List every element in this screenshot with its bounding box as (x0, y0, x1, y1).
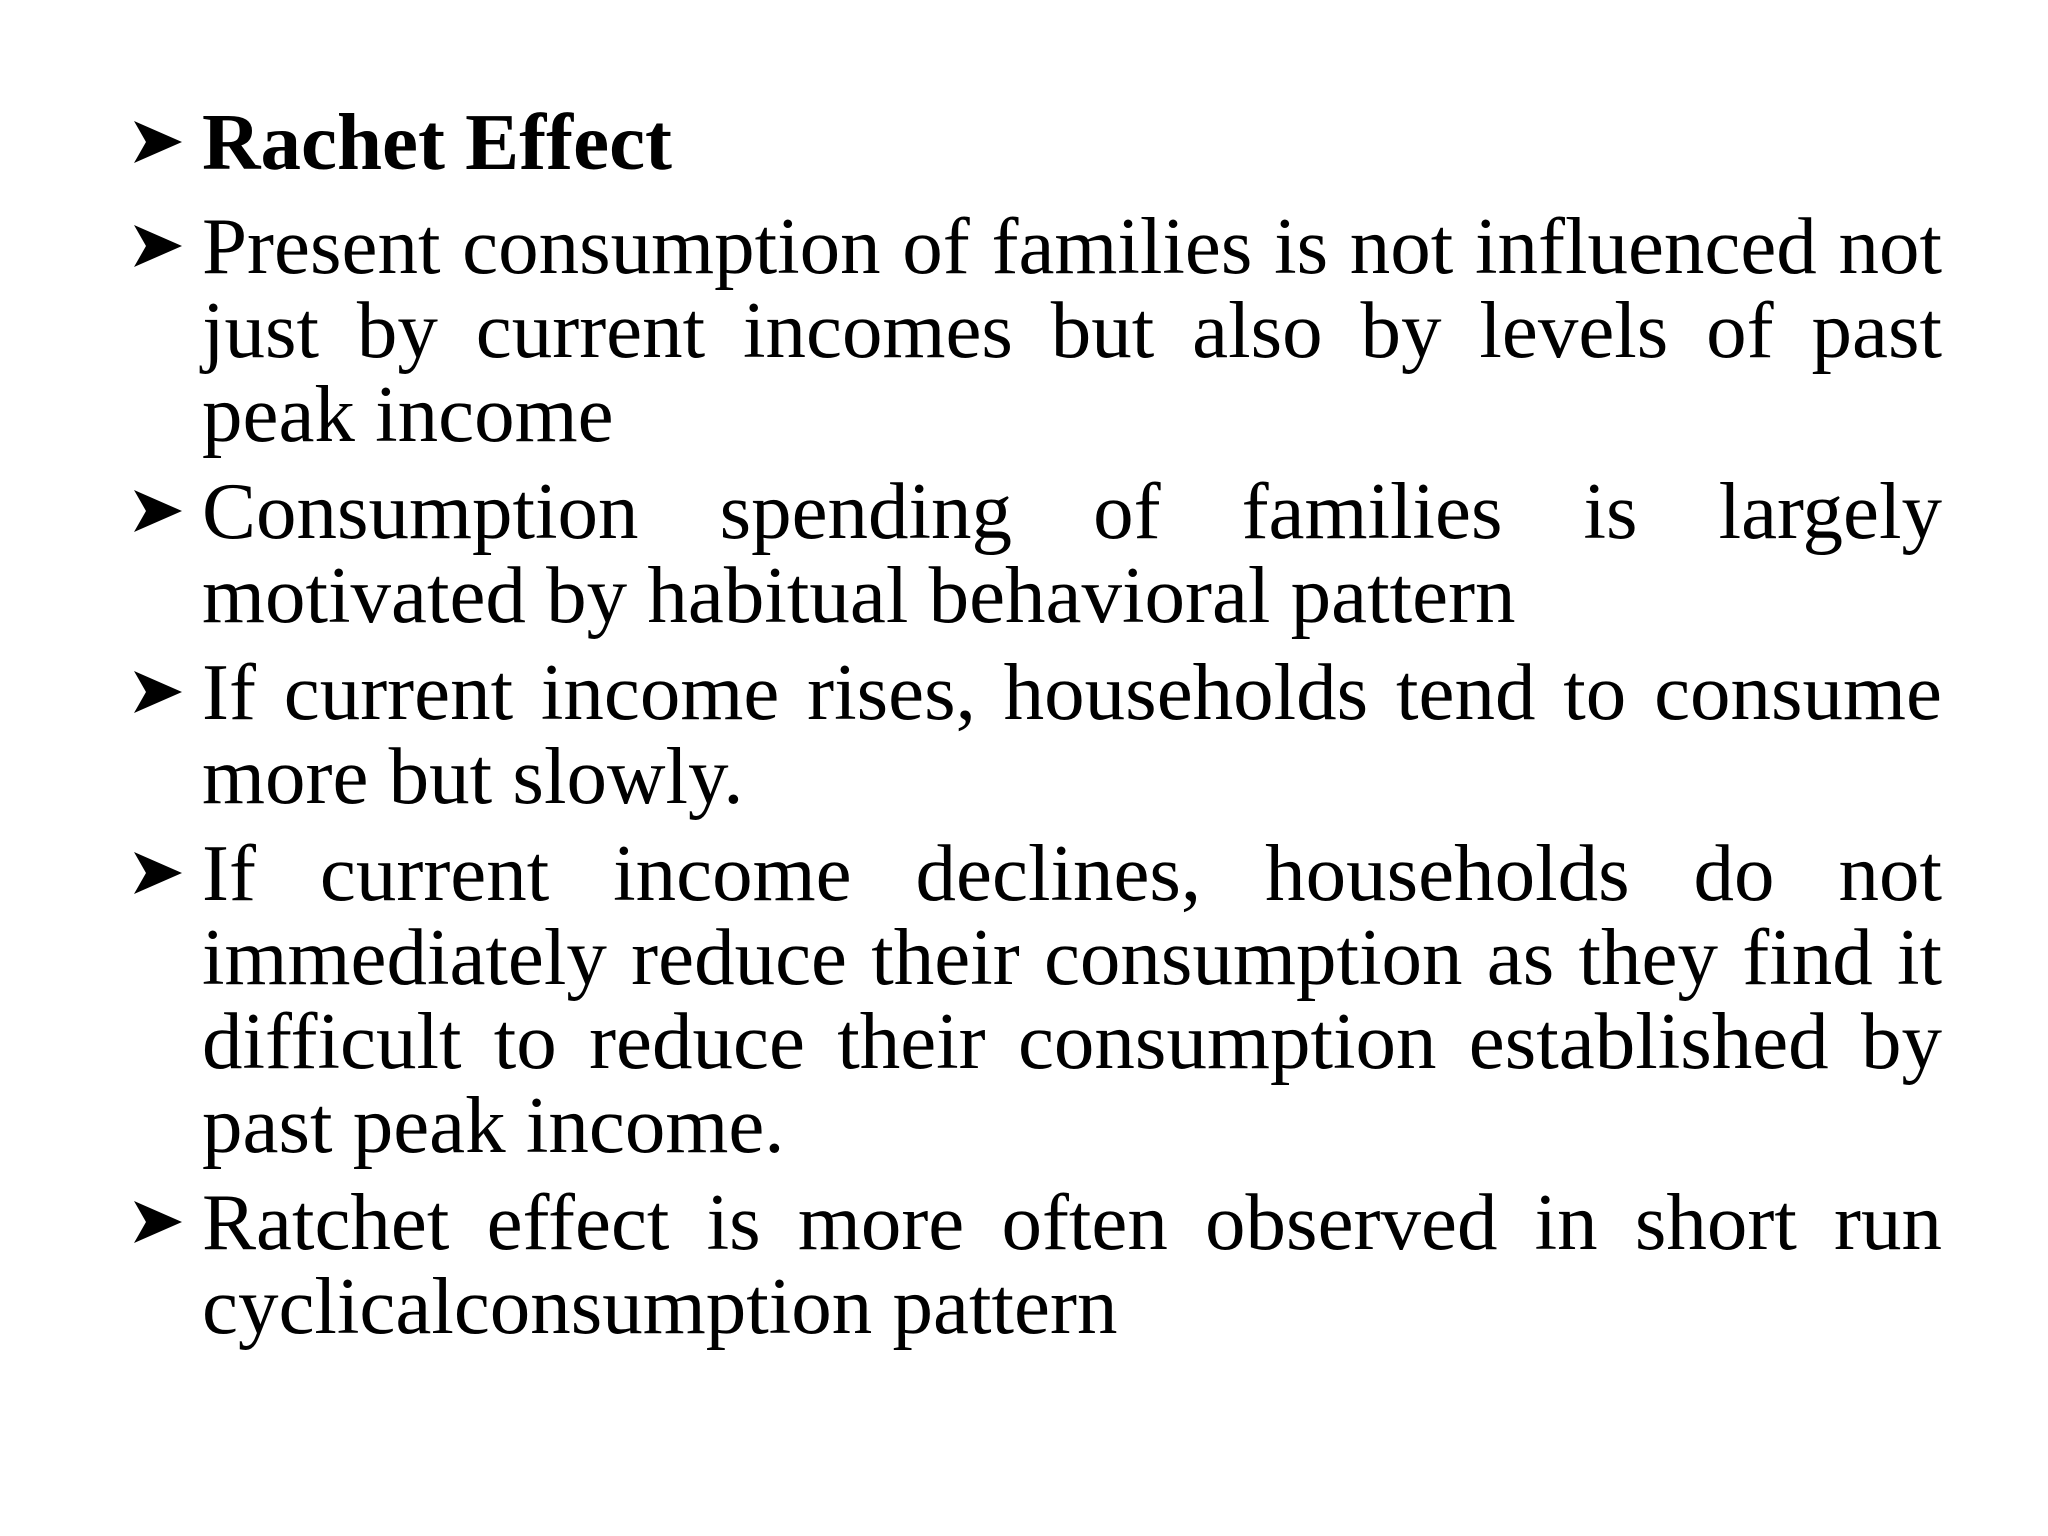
bullet-item-heading (130, 97, 1942, 187)
arrowhead-bullet-icon (130, 1180, 198, 1264)
arrowhead-bullet-icon (130, 831, 198, 915)
arrowhead-bullet-icon (130, 469, 198, 553)
bullet-item (130, 828, 1942, 1170)
bullet-text: Ratchet effect is more often observed in short run cyclicalconsumption pattern (202, 1177, 1942, 1351)
bullet-text: If current income declines, households do not immediately reduce their consumption as they find it difficult to reduce their consumption established by past peak income. (202, 828, 1942, 1170)
bullet-text: Consumption spending of families is largely motivated by habitual behavioral pattern (202, 466, 1942, 640)
bullet-text: If current income rises, households tend to consume more but slowly. (202, 647, 1942, 821)
arrowhead-bullet-icon (130, 650, 198, 734)
bullet-item (130, 647, 1942, 821)
arrowhead-bullet-icon (130, 100, 198, 184)
arrowhead-bullet-icon (130, 204, 198, 288)
bullet-item (130, 201, 1942, 459)
bullet-item (130, 1177, 1942, 1351)
slide-heading: Rachet Effect (202, 97, 673, 187)
bullet-item (130, 466, 1942, 640)
bullet-text: Present consumption of families is not influenced not just by current incomes but also by levels of past peak income (202, 201, 1942, 459)
bullet-list (130, 97, 1942, 1361)
